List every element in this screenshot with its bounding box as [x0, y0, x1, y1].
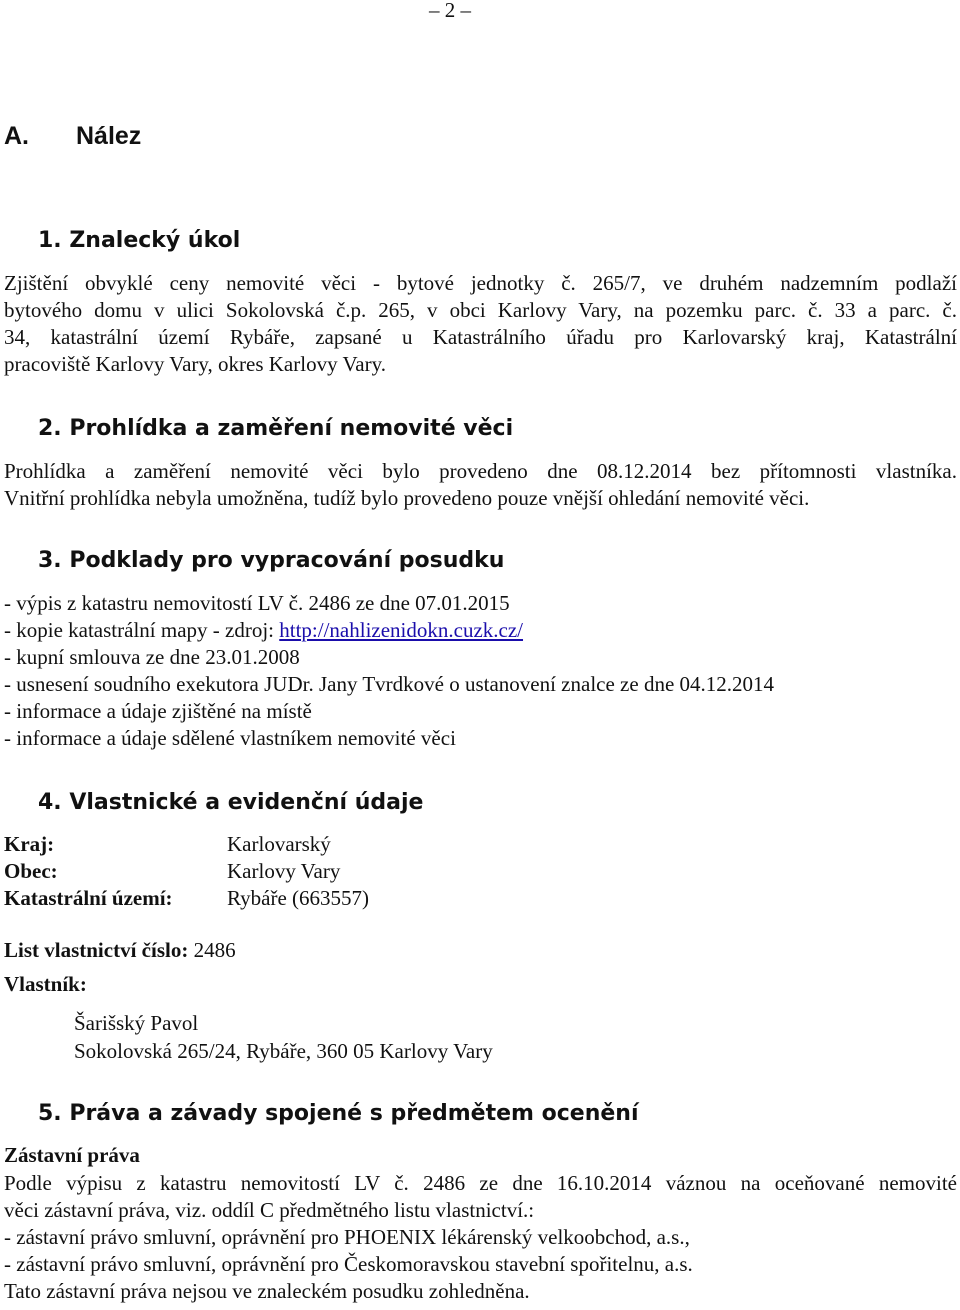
source-link[interactable]: http://nahlizenidokn.cuzk.cz/	[279, 618, 524, 642]
owner-label: Vlastník:	[4, 972, 87, 996]
pledge-rights-subheading: Zástavní práva	[4, 1143, 140, 1167]
section-1-line: 34, katastrální území Rybáře, zapsané u Katastrálního úřadu pro Karlovarský kraj, Katastrální	[4, 325, 957, 349]
list-item-text: - kopie katastrální mapy - zdroj:	[4, 618, 280, 642]
list-item: - informace a údaje zjištěné na místě	[4, 699, 312, 723]
section-2-text	[4, 458, 957, 512]
cadastral-area-label: Katastrální území:	[4, 886, 173, 910]
section-5-line: Tato zástavní práva nejsou ve znaleckém posudku zohledněna.	[4, 1279, 530, 1303]
section-3-list	[4, 590, 774, 752]
section-a-title	[4, 122, 141, 151]
section-5-line: - zástavní právo smluvní, oprávnění pro PHOENIX lékárenský velkoobchod, a.s.,	[4, 1225, 690, 1249]
section-1-line: bytového domu v ulici Sokolovská č.p. 265, v obci Karlovy Vary, na pozemku parc. č. 33 a parc. č.	[4, 298, 957, 322]
section-1-line: pracoviště Karlovy Vary, okres Karlovy Vary.	[4, 352, 386, 376]
list-item: - usnesení soudního exekutora JUDr. Jany Tvrdkové o ustanovení znalce ze dne 04.12.2014	[4, 672, 775, 696]
ownership-list-value: 2486	[193, 938, 236, 962]
section-3-heading: 3. Podklady pro vypracování posudku	[38, 548, 505, 573]
section-a-label: Nález	[76, 122, 142, 150]
kraj-value: Karlovarský	[227, 832, 331, 856]
section-2-heading: 2. Prohlídka a zaměření nemovité věci	[38, 416, 514, 441]
section-2-line: Vnitřní prohlídka nebyla umožněna, tudíž bylo provedeno pouze vnější ohledání nemovité věci.	[4, 486, 810, 510]
section-5-line: věci zástavní práva, viz. oddíl C předmětného listu vlastnictví.:	[4, 1198, 535, 1222]
section-5-heading: 5. Práva a závady spojené s předmětem ocenění	[38, 1101, 639, 1126]
section-1-text	[4, 270, 957, 378]
list-item: - informace a údaje sdělené vlastníkem nemovité věci	[4, 726, 456, 750]
section-5-line: - zástavní právo smluvní, oprávnění pro Českomoravskou stavební spořitelnu, a.s.	[4, 1252, 693, 1276]
owner-name: Šarišský Pavol	[74, 1011, 199, 1035]
page-number: – 2 –	[429, 0, 471, 22]
cadastral-area-value: Rybáře (663557)	[227, 886, 370, 910]
section-2-line: Prohlídka a zaměření nemovité věci bylo provedeno dne 08.12.2014 bez přítomnosti vlastníka.	[4, 459, 957, 483]
obec-label: Obec:	[4, 859, 58, 883]
section-4-heading: 4. Vlastnické a evidenční údaje	[38, 790, 424, 815]
list-item: - výpis z katastru nemovitostí LV č. 2486 ze dne 07.01.2015	[4, 591, 510, 615]
ownership-list-row	[4, 938, 236, 963]
ownership-list-label: List vlastnictví číslo:	[4, 938, 189, 962]
section-5-text	[4, 1170, 957, 1305]
section-a-number: A.	[4, 122, 29, 150]
obec-value: Karlovy Vary	[227, 859, 341, 883]
section-5-line: Podle výpisu z katastru nemovitostí LV č. 2486 ze dne 16.10.2014 váznou na oceňované nemovité	[4, 1171, 957, 1195]
section-1-line: Zjištění obvyklé ceny nemovité věci - bytové jednotky č. 265/7, ve druhém nadzemním podlaží	[4, 271, 957, 295]
owner-address: Sokolovská 265/24, Rybáře, 360 05 Karlovy Vary	[74, 1039, 493, 1063]
kraj-label: Kraj:	[4, 832, 55, 856]
list-item: - kupní smlouva ze dne 23.01.2008	[4, 645, 300, 669]
section-1-heading: 1. Znalecký úkol	[38, 228, 241, 253]
list-item	[4, 617, 774, 644]
